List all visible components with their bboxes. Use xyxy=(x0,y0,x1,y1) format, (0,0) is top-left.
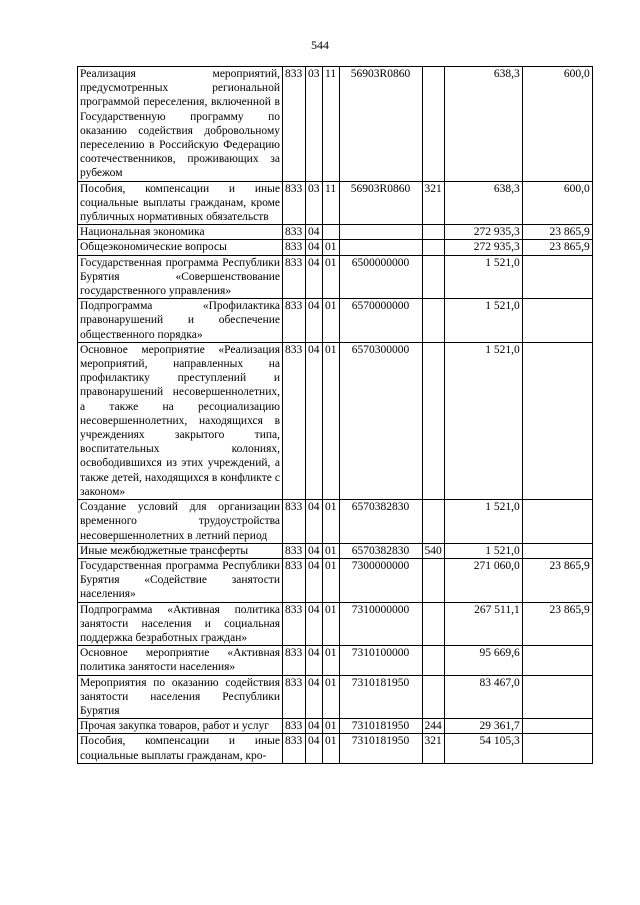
cell-vr: 321 xyxy=(422,181,444,225)
cell-sum2: 23 865,9 xyxy=(522,240,592,255)
cell-rz: 04 xyxy=(306,225,323,240)
cell-csr: 7310000000 xyxy=(339,602,422,646)
cell-sum2 xyxy=(522,543,592,558)
cell-csr: 6570300000 xyxy=(339,342,422,499)
cell-rz: 04 xyxy=(306,299,323,343)
cell-rz: 04 xyxy=(306,675,323,719)
cell-sum1: 272 935,3 xyxy=(444,240,522,255)
cell-name: Государственная программа Республики Бурятия «Содействие занятости населения» xyxy=(78,558,283,602)
cell-pr: 01 xyxy=(323,299,340,343)
cell-rz: 04 xyxy=(306,500,323,544)
cell-pr: 01 xyxy=(323,675,340,719)
cell-rz: 04 xyxy=(306,240,323,255)
cell-sum2: 23 865,9 xyxy=(522,558,592,602)
cell-sum2 xyxy=(522,734,592,763)
cell-sum2 xyxy=(522,719,592,734)
cell-grbs: 833 xyxy=(283,67,306,182)
table-row xyxy=(78,646,593,675)
cell-name: Иные межбюджетные трансферты xyxy=(78,543,283,558)
cell-sum1: 83 467,0 xyxy=(444,675,522,719)
cell-grbs: 833 xyxy=(283,719,306,734)
cell-name: Пособия, компенсации и иные социальные выплаты гражданам, кро- xyxy=(78,734,283,763)
cell-sum2 xyxy=(522,342,592,499)
cell-name: Мероприятия по оказанию содействия занятости населения Республики Бурятия xyxy=(78,675,283,719)
table-row xyxy=(78,602,593,646)
cell-rz: 04 xyxy=(306,255,323,299)
cell-sum2: 23 865,9 xyxy=(522,225,592,240)
cell-grbs: 833 xyxy=(283,500,306,544)
cell-vr xyxy=(422,646,444,675)
cell-name: Подпрограмма «Активная политика занятости населения и социальная поддержка безработных граждан» xyxy=(78,602,283,646)
cell-sum2 xyxy=(522,500,592,544)
cell-rz: 04 xyxy=(306,543,323,558)
cell-csr: 7310100000 xyxy=(339,646,422,675)
cell-sum2: 600,0 xyxy=(522,67,592,182)
cell-vr xyxy=(422,342,444,499)
cell-sum1: 95 669,6 xyxy=(444,646,522,675)
cell-pr: 01 xyxy=(323,646,340,675)
cell-sum1: 54 105,3 xyxy=(444,734,522,763)
cell-csr xyxy=(339,225,422,240)
cell-vr: 321 xyxy=(422,734,444,763)
cell-sum2: 600,0 xyxy=(522,181,592,225)
cell-sum1: 1 521,0 xyxy=(444,342,522,499)
cell-name: Пособия, компенсации и иные социальные выплаты гражданам, кроме публичных нормативных обязательств xyxy=(78,181,283,225)
table-row xyxy=(78,719,593,734)
table-row xyxy=(78,558,593,602)
cell-grbs: 833 xyxy=(283,342,306,499)
cell-grbs: 833 xyxy=(283,646,306,675)
cell-csr xyxy=(339,240,422,255)
cell-grbs: 833 xyxy=(283,181,306,225)
cell-pr: 01 xyxy=(323,240,340,255)
cell-vr: 244 xyxy=(422,719,444,734)
cell-vr xyxy=(422,500,444,544)
table-row xyxy=(78,342,593,499)
cell-grbs: 833 xyxy=(283,734,306,763)
cell-rz: 04 xyxy=(306,734,323,763)
cell-vr xyxy=(422,558,444,602)
cell-csr: 7310181950 xyxy=(339,734,422,763)
cell-csr: 6500000000 xyxy=(339,255,422,299)
page-number: 544 xyxy=(311,38,329,52)
cell-vr xyxy=(422,299,444,343)
cell-vr xyxy=(422,240,444,255)
table-row xyxy=(78,240,593,255)
cell-csr: 7300000000 xyxy=(339,558,422,602)
cell-rz: 03 xyxy=(306,67,323,182)
table-row xyxy=(78,181,593,225)
table-row xyxy=(78,225,593,240)
cell-name: Реализация мероприятий, предусмотренных региональной программой переселения, включенной в Государственную программу по оказанию содействия добровольному переселению в Российскую Федерацию соотечественников, проживающих за рубежом xyxy=(78,67,283,182)
cell-name: Прочая закупка товаров, работ и услуг xyxy=(78,719,283,734)
cell-csr: 6570000000 xyxy=(339,299,422,343)
cell-grbs: 833 xyxy=(283,543,306,558)
cell-pr: 01 xyxy=(323,558,340,602)
cell-rz: 04 xyxy=(306,646,323,675)
table-row xyxy=(78,734,593,763)
cell-sum1: 638,3 xyxy=(444,181,522,225)
cell-csr: 6570382830 xyxy=(339,500,422,544)
cell-sum1: 1 521,0 xyxy=(444,255,522,299)
cell-pr: 11 xyxy=(323,181,340,225)
budget-table xyxy=(77,66,593,764)
cell-vr xyxy=(422,602,444,646)
cell-sum1: 1 521,0 xyxy=(444,543,522,558)
cell-pr: 01 xyxy=(323,719,340,734)
cell-sum2 xyxy=(522,299,592,343)
table-row xyxy=(78,299,593,343)
cell-grbs: 833 xyxy=(283,558,306,602)
cell-name: Общеэкономические вопросы xyxy=(78,240,283,255)
cell-sum1: 272 935,3 xyxy=(444,225,522,240)
cell-grbs: 833 xyxy=(283,240,306,255)
cell-csr: 6570382830 xyxy=(339,543,422,558)
cell-pr: 01 xyxy=(323,342,340,499)
cell-grbs: 833 xyxy=(283,602,306,646)
cell-csr: 7310181950 xyxy=(339,675,422,719)
cell-sum2 xyxy=(522,675,592,719)
cell-grbs: 833 xyxy=(283,675,306,719)
cell-pr: 01 xyxy=(323,602,340,646)
table-row xyxy=(78,675,593,719)
cell-csr: 56903R0860 xyxy=(339,181,422,225)
cell-rz: 03 xyxy=(306,181,323,225)
cell-sum2 xyxy=(522,646,592,675)
cell-name: Основное мероприятие «Реализация мероприятий, направленных на профилактику преступлений и правонарушений несовершеннолетних, а также на ресоциализацию несовершеннолетних, находящихся в учреждениях закрытого типа, воспитательных колониях, освободившихся из этих учреждений, а также детей, находящихся в конфликте с законом» xyxy=(78,342,283,499)
cell-rz: 04 xyxy=(306,558,323,602)
cell-pr: 01 xyxy=(323,734,340,763)
table-row xyxy=(78,500,593,544)
cell-sum1: 271 060,0 xyxy=(444,558,522,602)
cell-rz: 04 xyxy=(306,719,323,734)
cell-pr: 01 xyxy=(323,500,340,544)
cell-vr xyxy=(422,67,444,182)
table-row xyxy=(78,255,593,299)
cell-vr xyxy=(422,255,444,299)
cell-sum1: 267 511,1 xyxy=(444,602,522,646)
cell-csr: 7310181950 xyxy=(339,719,422,734)
cell-sum1: 29 361,7 xyxy=(444,719,522,734)
cell-grbs: 833 xyxy=(283,255,306,299)
cell-pr: 11 xyxy=(323,67,340,182)
cell-sum2: 23 865,9 xyxy=(522,602,592,646)
cell-pr: 01 xyxy=(323,255,340,299)
cell-name: Основное мероприятие «Активная политика занятости населения» xyxy=(78,646,283,675)
table-row xyxy=(78,67,593,182)
cell-csr: 56903R0860 xyxy=(339,67,422,182)
cell-name: Государственная программа Республики Бурятия «Совершенствование государственного управления» xyxy=(78,255,283,299)
cell-sum2 xyxy=(522,255,592,299)
cell-rz: 04 xyxy=(306,602,323,646)
cell-rz: 04 xyxy=(306,342,323,499)
table-row xyxy=(78,543,593,558)
cell-sum1: 1 521,0 xyxy=(444,500,522,544)
cell-grbs: 833 xyxy=(283,299,306,343)
cell-pr xyxy=(323,225,340,240)
cell-name: Создание условий для организации временного трудоустройства несовершеннолетних в летний период xyxy=(78,500,283,544)
cell-pr: 01 xyxy=(323,543,340,558)
cell-sum1: 638,3 xyxy=(444,67,522,182)
cell-sum1: 1 521,0 xyxy=(444,299,522,343)
cell-name: Подпрограмма «Профилактика правонарушений и обеспечение общественного порядка» xyxy=(78,299,283,343)
cell-vr xyxy=(422,225,444,240)
cell-vr xyxy=(422,675,444,719)
cell-name: Национальная экономика xyxy=(78,225,283,240)
cell-vr: 540 xyxy=(422,543,444,558)
cell-grbs: 833 xyxy=(283,225,306,240)
